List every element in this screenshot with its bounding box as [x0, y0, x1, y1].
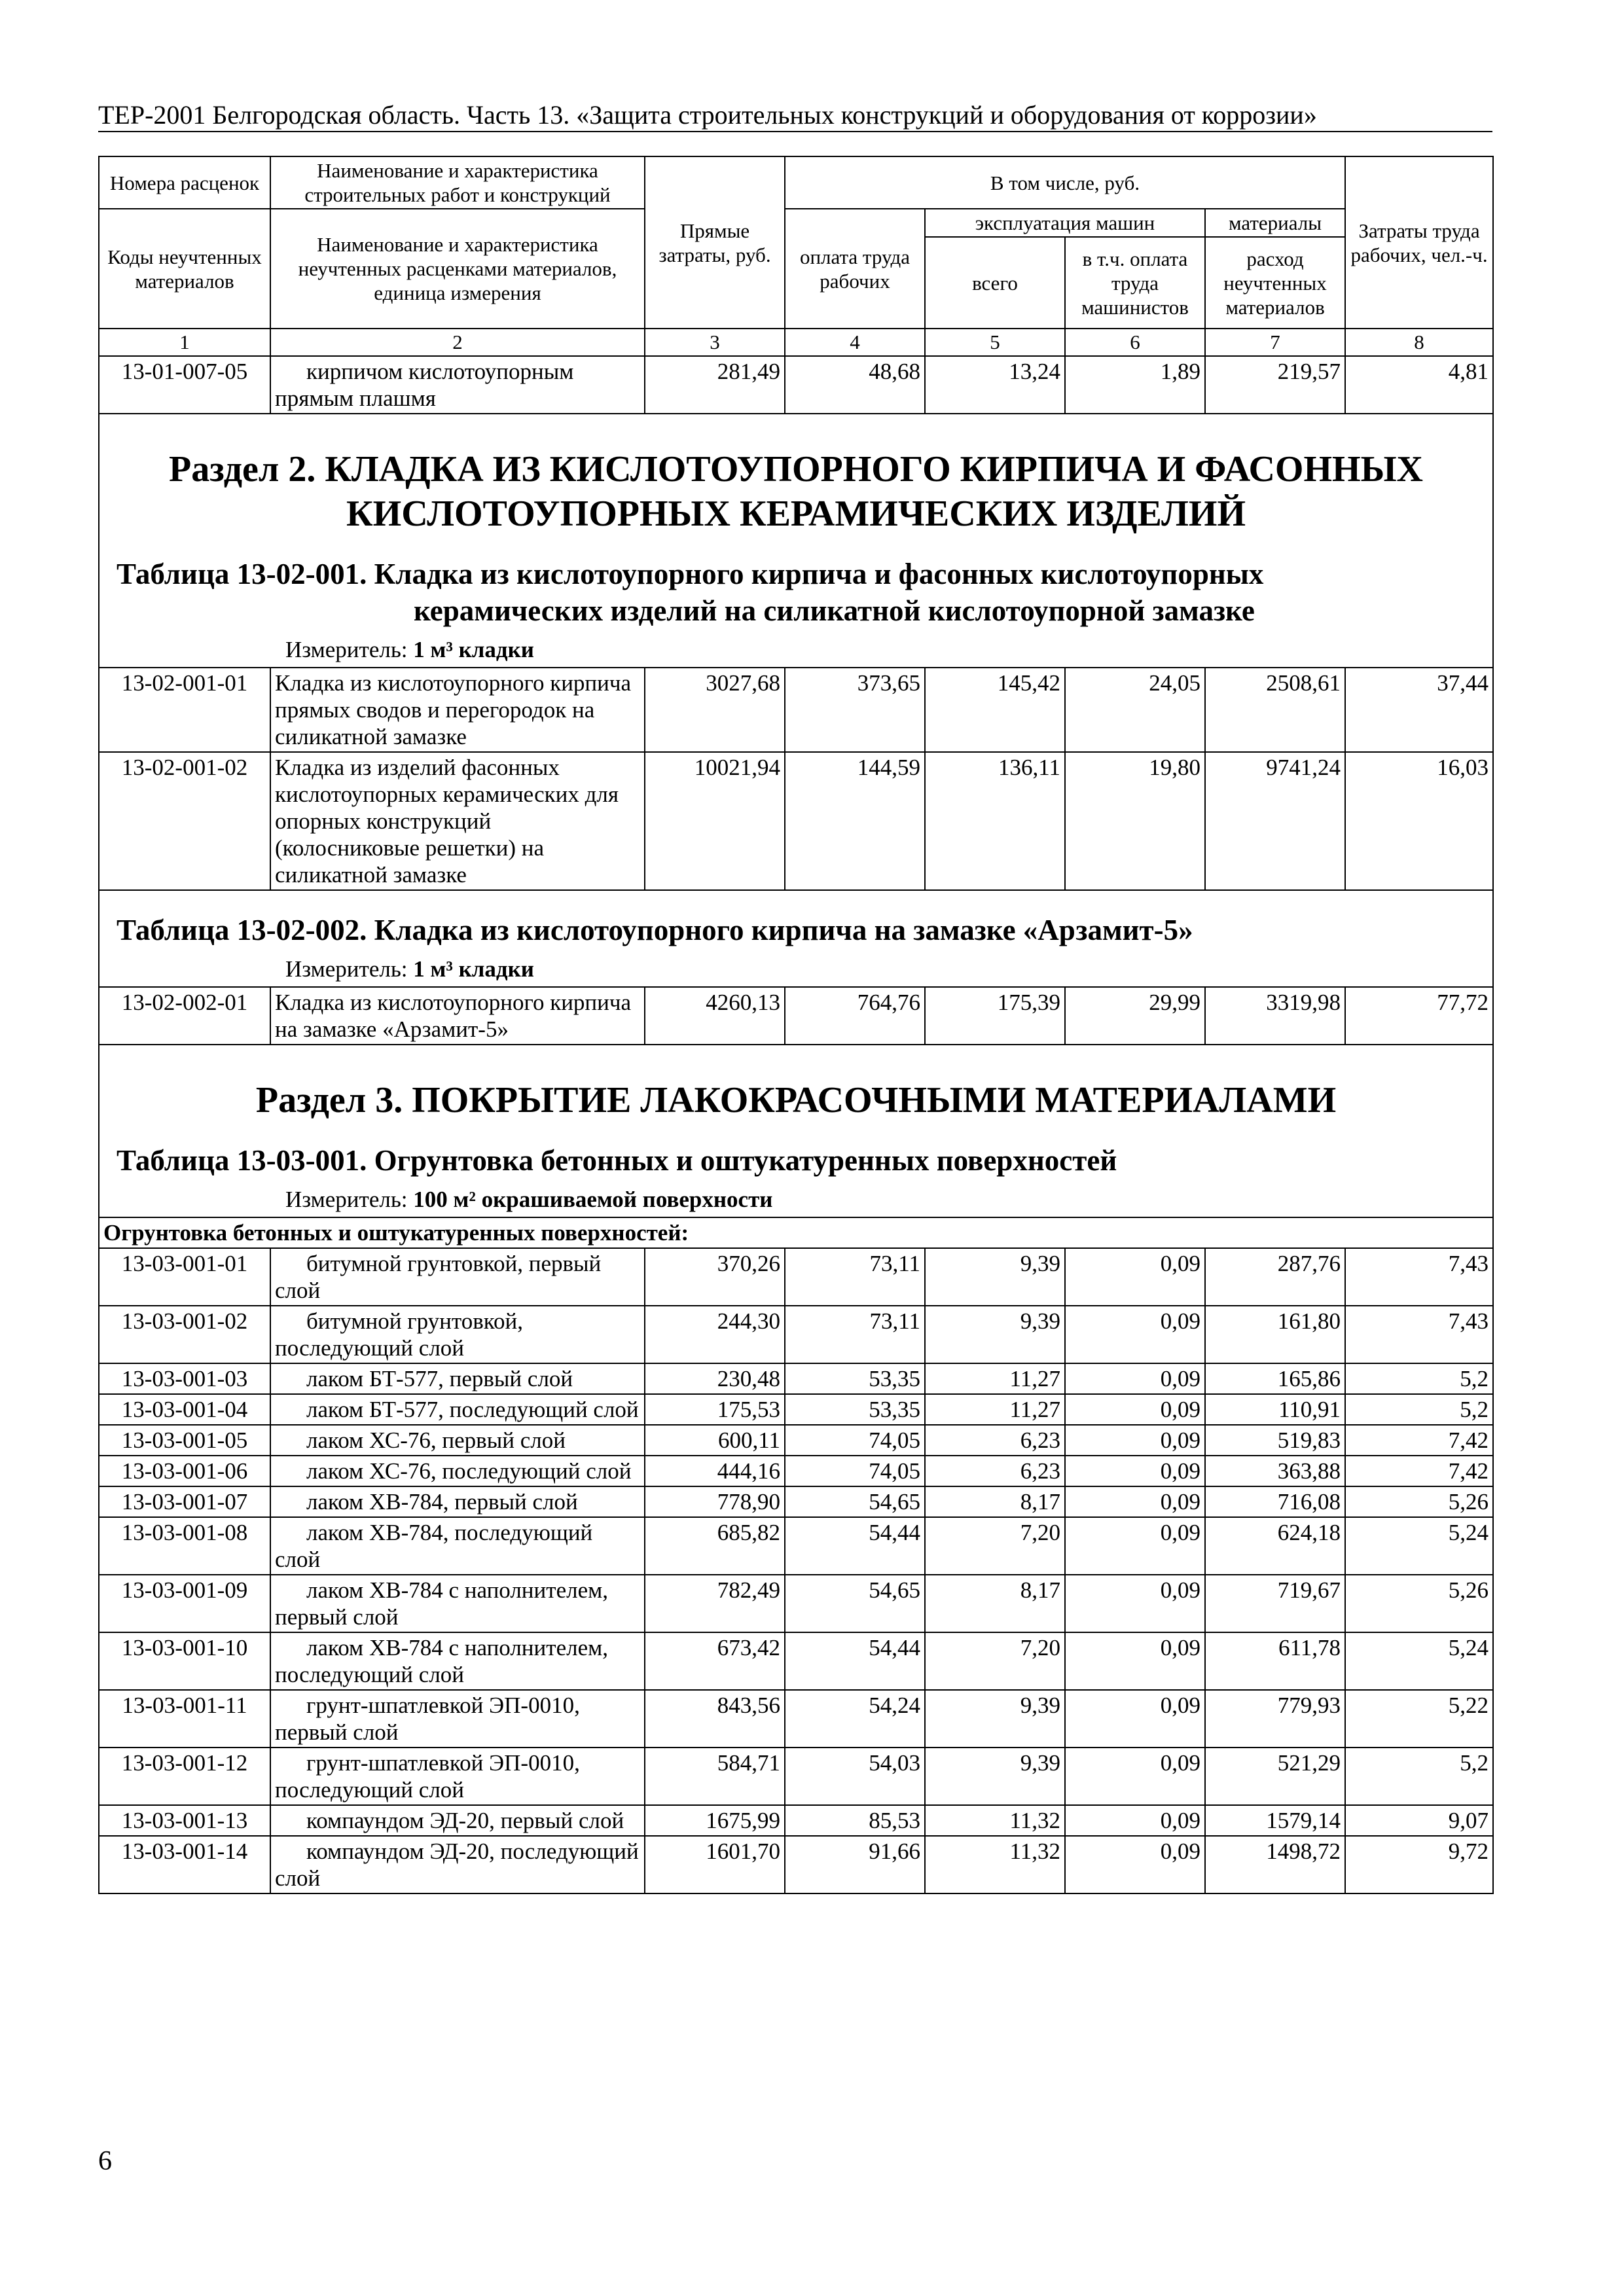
- labor-costs: 16,03: [1345, 752, 1493, 890]
- worker-pay: 73,11: [785, 1306, 925, 1363]
- table-row: [99, 356, 1493, 414]
- machines-total: 11,32: [925, 1805, 1065, 1836]
- machinist-pay: 0,09: [1065, 1632, 1205, 1690]
- worker-pay: 48,68: [785, 356, 925, 414]
- rate-name: битумной грунтовкой, последующий слой: [270, 1306, 645, 1363]
- machinist-pay: 19,80: [1065, 752, 1205, 890]
- col-header-including: В том числе, руб.: [785, 156, 1345, 209]
- rate-name: лаком БТ-577, первый слой: [270, 1363, 645, 1394]
- rate-name: лаком ХВ-784 с наполнителем, первый слой: [270, 1575, 645, 1632]
- machines-total: 145,42: [925, 668, 1065, 752]
- machines-total: 7,20: [925, 1517, 1065, 1575]
- machinist-pay: 0,09: [1065, 1363, 1205, 1394]
- rate-code: 13-03-001-06: [99, 1456, 270, 1486]
- worker-pay: 54,03: [785, 1748, 925, 1805]
- labor-costs: 5,2: [1345, 1363, 1493, 1394]
- machines-total: 6,23: [925, 1456, 1065, 1486]
- labor-costs: 5,2: [1345, 1394, 1493, 1425]
- direct-costs: 843,56: [645, 1690, 785, 1748]
- measurement-label: Измеритель:: [285, 637, 408, 662]
- table-row: [99, 1425, 1493, 1456]
- rate-code: 13-03-001-04: [99, 1394, 270, 1425]
- rate-name: лаком БТ-577, последующий слой: [270, 1394, 645, 1425]
- rate-code: 13-02-001-01: [99, 668, 270, 752]
- rate-name: грунт-шпатлевкой ЭП-0010, последующий слой: [270, 1748, 645, 1805]
- col-num: 3: [645, 329, 785, 356]
- rate-code: 13-03-001-13: [99, 1805, 270, 1836]
- labor-costs: 5,26: [1345, 1486, 1493, 1517]
- col-num: 7: [1205, 329, 1345, 356]
- direct-costs: 685,82: [645, 1517, 785, 1575]
- materials: 624,18: [1205, 1517, 1345, 1575]
- col-num: 6: [1065, 329, 1205, 356]
- col-header-rate-numbers: Номера расценок: [99, 156, 270, 209]
- machines-total: 9,39: [925, 1748, 1065, 1805]
- table-row: [99, 1805, 1493, 1836]
- machinist-pay: 0,09: [1065, 1748, 1205, 1805]
- labor-costs: 77,72: [1345, 987, 1493, 1045]
- measurement-label: Измеритель:: [285, 1187, 408, 1212]
- worker-pay: 54,44: [785, 1517, 925, 1575]
- col-header-unaccounted-materials: расход неучтенных материалов: [1205, 237, 1345, 329]
- machinist-pay: 0,09: [1065, 1248, 1205, 1306]
- labor-costs: 7,42: [1345, 1425, 1493, 1456]
- materials: 363,88: [1205, 1456, 1345, 1486]
- worker-pay: 53,35: [785, 1394, 925, 1425]
- materials: 110,91: [1205, 1394, 1345, 1425]
- table-row: [99, 1456, 1493, 1486]
- table-row: [99, 668, 1493, 752]
- table-row: [99, 1836, 1493, 1893]
- machines-total: 8,17: [925, 1486, 1065, 1517]
- worker-pay: 74,05: [785, 1456, 925, 1486]
- worker-pay: 74,05: [785, 1425, 925, 1456]
- machinist-pay: 0,09: [1065, 1690, 1205, 1748]
- col-header-material-names: Наименование и характеристика неучтенных расценками материалов, единица измерения: [270, 209, 645, 329]
- col-header-materials: материалы: [1205, 209, 1345, 237]
- rate-code: 13-02-002-01: [99, 987, 270, 1045]
- worker-pay: 91,66: [785, 1836, 925, 1893]
- section-2-title: Раздел 2. КЛАДКА ИЗ КИСЛОТОУПОРНОГО КИРПИЧА И ФАСОННЫХ КИСЛОТОУПОРНЫХ КЕРАМИЧЕСКИХ ИЗДЕЛИЙ: [169, 449, 1423, 534]
- labor-costs: 5,2: [1345, 1748, 1493, 1805]
- machinist-pay: 0,09: [1065, 1306, 1205, 1363]
- worker-pay: 54,65: [785, 1575, 925, 1632]
- machines-total: 9,39: [925, 1248, 1065, 1306]
- rate-code: 13-03-001-11: [99, 1690, 270, 1748]
- machines-total: 136,11: [925, 752, 1065, 890]
- machinist-pay: 24,05: [1065, 668, 1205, 752]
- worker-pay: 85,53: [785, 1805, 925, 1836]
- section-3-heading-row: [99, 1045, 1493, 1217]
- col-num: 2: [270, 329, 645, 356]
- direct-costs: 175,53: [645, 1394, 785, 1425]
- rate-code: 13-02-001-02: [99, 752, 270, 890]
- machinist-pay: 1,89: [1065, 356, 1205, 414]
- direct-costs: 782,49: [645, 1575, 785, 1632]
- rate-code: 13-03-001-14: [99, 1836, 270, 1893]
- table-13-02-001-title: [117, 556, 1462, 629]
- table-row: [99, 987, 1493, 1045]
- direct-costs: 444,16: [645, 1456, 785, 1486]
- machines-total: 11,27: [925, 1394, 1065, 1425]
- materials: 1579,14: [1205, 1805, 1345, 1836]
- machinist-pay: 29,99: [1065, 987, 1205, 1045]
- measurement-value: 100 м² окрашиваемой поверхности: [413, 1187, 773, 1212]
- labor-costs: 9,72: [1345, 1836, 1493, 1893]
- table-row: [99, 1363, 1493, 1394]
- table-13-02-001-title-line1: Таблица 13-02-001. Кладка из кислотоупорного кирпича и фасонных кислотоупорных: [117, 558, 1264, 590]
- col-num: 8: [1345, 329, 1493, 356]
- materials: 161,80: [1205, 1306, 1345, 1363]
- rate-name: Кладка из кислотоупорного кирпича прямых сводов и перегородок на силикатной замазке: [270, 668, 645, 752]
- labor-costs: 9,07: [1345, 1805, 1493, 1836]
- measurement-value: 1 м³ кладки: [413, 956, 534, 982]
- materials: 519,83: [1205, 1425, 1345, 1456]
- rate-code: 13-03-001-02: [99, 1306, 270, 1363]
- direct-costs: 778,90: [645, 1486, 785, 1517]
- machinist-pay: 0,09: [1065, 1394, 1205, 1425]
- col-num: 4: [785, 329, 925, 356]
- labor-costs: 7,43: [1345, 1248, 1493, 1306]
- direct-costs: 1675,99: [645, 1805, 785, 1836]
- rate-name: лаком ХВ-784, первый слой: [270, 1486, 645, 1517]
- col-header-machinist-pay: в т.ч. оплата труда машинистов: [1065, 237, 1205, 329]
- direct-costs: 4260,13: [645, 987, 785, 1045]
- worker-pay: 53,35: [785, 1363, 925, 1394]
- materials: 611,78: [1205, 1632, 1345, 1690]
- labor-costs: 37,44: [1345, 668, 1493, 752]
- direct-costs: 584,71: [645, 1748, 785, 1805]
- worker-pay: 764,76: [785, 987, 925, 1045]
- page-number: 6: [98, 2146, 112, 2176]
- rates-table: [98, 156, 1494, 1894]
- running-header: ТЕР-2001 Белгородская область. Часть 13. «Защита строительных конструкций и оборудования от коррозии»: [98, 100, 1317, 130]
- worker-pay: 144,59: [785, 752, 925, 890]
- col-header-labor-costs: Затраты труда рабочих, чел.-ч.: [1345, 156, 1493, 329]
- table-row: [99, 1632, 1493, 1690]
- col-header-worker-pay: оплата труда рабочих: [785, 209, 925, 329]
- machinist-pay: 0,09: [1065, 1805, 1205, 1836]
- materials: 287,76: [1205, 1248, 1345, 1306]
- table-13-03-001-title: Таблица 13-03-001. Огрунтовка бетонных и оштукатуренных поверхностей: [117, 1144, 1117, 1177]
- materials: 9741,24: [1205, 752, 1345, 890]
- worker-pay: 54,24: [785, 1690, 925, 1748]
- col-num: 5: [925, 329, 1065, 356]
- direct-costs: 673,42: [645, 1632, 785, 1690]
- col-num: 1: [99, 329, 270, 356]
- labor-costs: 7,43: [1345, 1306, 1493, 1363]
- rate-code: 13-03-001-09: [99, 1575, 270, 1632]
- machinist-pay: 0,09: [1065, 1486, 1205, 1517]
- materials: 2508,61: [1205, 668, 1345, 752]
- table-row: [99, 1248, 1493, 1306]
- machinist-pay: 0,09: [1065, 1836, 1205, 1893]
- machines-total: 6,23: [925, 1425, 1065, 1456]
- rate-name: Кладка из изделий фасонных кислотоупорных керамических для опорных конструкций (колосниковые решетки) на силикатной замазке: [270, 752, 645, 890]
- group-title: Огрунтовка бетонных и оштукатуренных поверхностей:: [99, 1217, 1493, 1248]
- direct-costs: 600,11: [645, 1425, 785, 1456]
- group-row: [99, 1217, 1493, 1248]
- worker-pay: 54,65: [785, 1486, 925, 1517]
- table-row: [99, 1306, 1493, 1363]
- direct-costs: 230,48: [645, 1363, 785, 1394]
- col-header-machines-total: всего: [925, 237, 1065, 329]
- worker-pay: 373,65: [785, 668, 925, 752]
- materials: 521,29: [1205, 1748, 1345, 1805]
- machines-total: 7,20: [925, 1632, 1065, 1690]
- section-3-title: Раздел 3. ПОКРЫТИЕ ЛАКОКРАСОЧНЫМИ МАТЕРИАЛАМИ: [255, 1080, 1337, 1121]
- table-row: [99, 1517, 1493, 1575]
- rate-code: 13-03-001-10: [99, 1632, 270, 1690]
- rate-code: 13-03-001-05: [99, 1425, 270, 1456]
- rate-code: 13-03-001-01: [99, 1248, 270, 1306]
- header-rule: [98, 131, 1492, 132]
- rate-name: битумной грунтовкой, первый слой: [270, 1248, 645, 1306]
- materials: 219,57: [1205, 356, 1345, 414]
- header-row-1: [99, 156, 1493, 209]
- direct-costs: 281,49: [645, 356, 785, 414]
- machines-total: 9,39: [925, 1306, 1065, 1363]
- machines-total: 8,17: [925, 1575, 1065, 1632]
- rate-name: компаундом ЭД-20, первый слой: [270, 1805, 645, 1836]
- col-header-direct-costs: Прямые затраты, руб.: [645, 156, 785, 329]
- rate-name: компаундом ЭД-20, последующий слой: [270, 1836, 645, 1893]
- worker-pay: 73,11: [785, 1248, 925, 1306]
- measurement-value: 1 м³ кладки: [413, 637, 534, 662]
- rate-name: Кладка из кислотоупорного кирпича на замазке «Арзамит-5»: [270, 987, 645, 1045]
- rate-name: грунт-шпатлевкой ЭП-0010, первый слой: [270, 1690, 645, 1748]
- rate-code: 13-03-001-03: [99, 1363, 270, 1394]
- rate-name: лаком ХС-76, первый слой: [270, 1425, 645, 1456]
- direct-costs: 370,26: [645, 1248, 785, 1306]
- machinist-pay: 0,09: [1065, 1575, 1205, 1632]
- machinist-pay: 0,09: [1065, 1425, 1205, 1456]
- table-row: [99, 1748, 1493, 1805]
- rate-name: лаком ХС-76, последующий слой: [270, 1456, 645, 1486]
- materials: 3319,98: [1205, 987, 1345, 1045]
- machines-total: 175,39: [925, 987, 1065, 1045]
- labor-costs: 5,22: [1345, 1690, 1493, 1748]
- rate-name: лаком ХВ-784, последующий слой: [270, 1517, 645, 1575]
- table-13-02-001-title-line2: керамических изделий на силикатной кислотоупорной замазке: [414, 594, 1255, 627]
- col-header-machine-operation: эксплуатация машин: [925, 209, 1205, 237]
- machinist-pay: 0,09: [1065, 1517, 1205, 1575]
- table-13-02-002-title: Таблица 13-02-002. Кладка из кислотоупорного кирпича на замазке «Арзамит-5»: [117, 914, 1193, 946]
- direct-costs: 3027,68: [645, 668, 785, 752]
- rate-name: кирпичом кислотоупорным прямым плашмя: [270, 356, 645, 414]
- header-row-2: [99, 209, 1493, 237]
- col-header-material-codes: Коды неучтенных материалов: [99, 209, 270, 329]
- measurement-unit: [103, 1185, 1489, 1214]
- machinist-pay: 0,09: [1065, 1456, 1205, 1486]
- labor-costs: 5,26: [1345, 1575, 1493, 1632]
- materials: 165,86: [1205, 1363, 1345, 1394]
- table-row: [99, 752, 1493, 890]
- measurement-unit: [103, 955, 1489, 984]
- machines-total: 9,39: [925, 1690, 1065, 1748]
- direct-costs: 244,30: [645, 1306, 785, 1363]
- table-row: [99, 1690, 1493, 1748]
- table-row: [99, 1486, 1493, 1517]
- direct-costs: 10021,94: [645, 752, 785, 890]
- table-row: [99, 1394, 1493, 1425]
- materials: 719,67: [1205, 1575, 1345, 1632]
- column-numbers-row: [99, 329, 1493, 356]
- measurement-unit: [103, 636, 1489, 664]
- rate-code: 13-03-001-08: [99, 1517, 270, 1575]
- machines-total: 11,32: [925, 1836, 1065, 1893]
- materials: 716,08: [1205, 1486, 1345, 1517]
- direct-costs: 1601,70: [645, 1836, 785, 1893]
- machines-total: 11,27: [925, 1363, 1065, 1394]
- measurement-label: Измеритель:: [285, 956, 408, 982]
- rate-code: 13-03-001-07: [99, 1486, 270, 1517]
- section-2-heading-row: [99, 414, 1493, 668]
- worker-pay: 54,44: [785, 1632, 925, 1690]
- labor-costs: 5,24: [1345, 1632, 1493, 1690]
- materials: 1498,72: [1205, 1836, 1345, 1893]
- table-row: [99, 1575, 1493, 1632]
- rate-code: 13-03-001-12: [99, 1748, 270, 1805]
- materials: 779,93: [1205, 1690, 1345, 1748]
- machines-total: 13,24: [925, 356, 1065, 414]
- labor-costs: 5,24: [1345, 1517, 1493, 1575]
- labor-costs: 4,81: [1345, 356, 1493, 414]
- labor-costs: 7,42: [1345, 1456, 1493, 1486]
- table-13-02-002-heading-row: [99, 890, 1493, 987]
- rate-code: 13-01-007-05: [99, 356, 270, 414]
- rate-name: лаком ХВ-784 с наполнителем, последующий слой: [270, 1632, 645, 1690]
- col-header-work-name: Наименование и характеристика строительных работ и конструкций: [270, 156, 645, 209]
